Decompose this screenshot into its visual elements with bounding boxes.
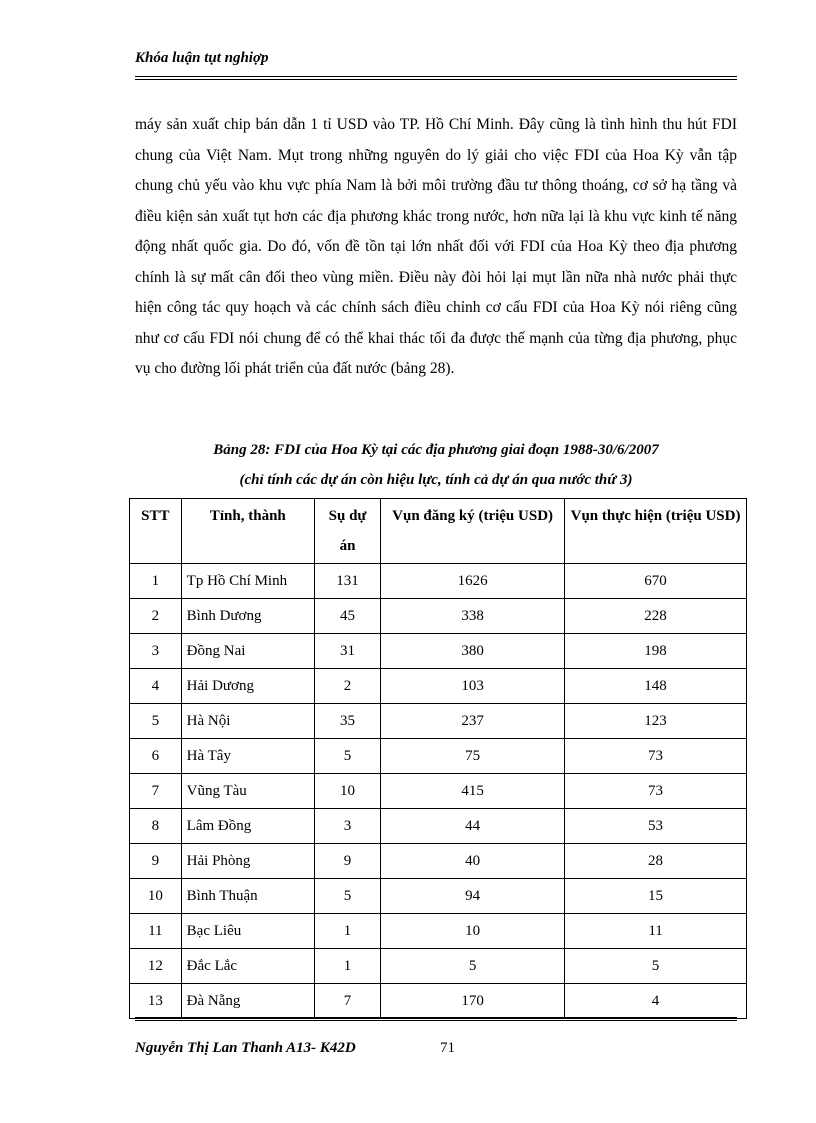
table-row <box>130 599 747 634</box>
cell-stt: 9 <box>130 844 182 879</box>
body-text <box>135 110 737 385</box>
cell-registered: 40 <box>381 844 565 879</box>
cell-registered: 5 <box>381 949 565 984</box>
header-rule-top <box>135 76 737 77</box>
cell-stt: 4 <box>130 669 182 704</box>
table-row <box>130 739 747 774</box>
header-province: Tỉnh, thành <box>181 499 314 564</box>
cell-projects: 7 <box>314 984 380 1019</box>
cell-projects: 31 <box>314 634 380 669</box>
cell-implemented: 5 <box>565 949 747 984</box>
cell-registered: 75 <box>381 739 565 774</box>
cell-projects: 10 <box>314 774 380 809</box>
cell-province: Hải Dương <box>181 669 314 704</box>
cell-registered: 170 <box>381 984 565 1019</box>
cell-projects: 45 <box>314 599 380 634</box>
cell-province: Hải Phòng <box>181 844 314 879</box>
cell-projects: 3 <box>314 809 380 844</box>
cell-province: Hà Tây <box>181 739 314 774</box>
cell-implemented: 4 <box>565 984 747 1019</box>
cell-implemented: 73 <box>565 774 747 809</box>
table-row <box>130 809 747 844</box>
table-row <box>130 879 747 914</box>
header-stt: STT <box>130 499 182 564</box>
cell-province: Lâm Đồng <box>181 809 314 844</box>
cell-registered: 415 <box>381 774 565 809</box>
header-projects: Sụ dự án <box>314 499 380 564</box>
cell-stt: 2 <box>130 599 182 634</box>
cell-projects: 131 <box>314 564 380 599</box>
cell-province: Bạc Liêu <box>181 914 314 949</box>
cell-implemented: 11 <box>565 914 747 949</box>
cell-stt: 8 <box>130 809 182 844</box>
cell-stt: 10 <box>130 879 182 914</box>
header-registered: Vụn đăng ký (triệu USD) <box>381 499 565 564</box>
table-row <box>130 634 747 669</box>
table-row <box>130 669 747 704</box>
cell-registered: 10 <box>381 914 565 949</box>
table-row <box>130 949 747 984</box>
cell-implemented: 148 <box>565 669 747 704</box>
cell-registered: 338 <box>381 599 565 634</box>
cell-implemented: 123 <box>565 704 747 739</box>
cell-stt: 1 <box>130 564 182 599</box>
cell-registered: 237 <box>381 704 565 739</box>
cell-projects: 1 <box>314 949 380 984</box>
body-paragraph: máy sản xuất chip bán dẫn 1 tỉ USD vào TP. Hồ Chí Minh. Đây cũng là tình hình thu hút FDI chung của Việt Nam. Mụt trong những nguyên do lý giải cho việc FDI của Hoa Kỳ vẫn tập chung chủ yếu vào khu vực phía Nam là bởi môi trường đầu tư thông thoáng, cơ sở hạ tầng và điều kiện sản xuất tụt hơn các địa phương khác trong nước, hơn nữa lại là khu vực kinh tế năng động nhất quốc gia. Do đó, vốn đề tồn tại lớn nhất đối với FDI của Hoa Kỳ theo địa phương chính là sự mất cân đối theo vùng miền. Điều này đòi hỏi lại mụt lần nữa nhà nước phải thực hiện công tác quy hoạch và các chính sách điều chỉnh cơ cấu FDI của Hoa Kỳ nói riêng cũng như cơ cấu FDI nói chung để có thể khai thác tối đa được thế mạnh của từng địa phương, phục vụ cho đường lối phát triển của đất nước (bảng 28). <box>135 116 737 377</box>
cell-province: Đắc Lắc <box>181 949 314 984</box>
page-number: 71 <box>440 1040 455 1056</box>
cell-implemented: 73 <box>565 739 747 774</box>
cell-province: Đồng Nai <box>181 634 314 669</box>
footer-rule-bottom <box>135 1020 737 1021</box>
table-subtitle: (chỉ tính các dự án còn hiệu lực, tính cả dự án qua nước thứ 3) <box>239 472 633 488</box>
table-header-row <box>130 499 747 564</box>
cell-projects: 2 <box>314 669 380 704</box>
cell-implemented: 670 <box>565 564 747 599</box>
cell-stt: 7 <box>130 774 182 809</box>
cell-province: Đà Nẵng <box>181 984 314 1019</box>
cell-province: Bình Dương <box>181 599 314 634</box>
table-row <box>130 774 747 809</box>
cell-province: Tp Hồ Chí Minh <box>181 564 314 599</box>
cell-registered: 1626 <box>381 564 565 599</box>
cell-stt: 12 <box>130 949 182 984</box>
cell-projects: 5 <box>314 879 380 914</box>
cell-implemented: 53 <box>565 809 747 844</box>
cell-registered: 94 <box>381 879 565 914</box>
footer-author: Nguyễn Thị Lan Thanh A13- K42D <box>135 1040 356 1056</box>
cell-stt: 5 <box>130 704 182 739</box>
cell-registered: 44 <box>381 809 565 844</box>
cell-implemented: 228 <box>565 599 747 634</box>
table-title: Bảng 28: FDI của Hoa Kỳ tại các địa phương giai đoạn 1988-30/6/2007 <box>213 442 659 458</box>
cell-province: Hà Nội <box>181 704 314 739</box>
header-title: Khóa luận tụt nghiợp <box>135 50 269 66</box>
cell-stt: 13 <box>130 984 182 1019</box>
cell-province: Bình Thuận <box>181 879 314 914</box>
cell-projects: 9 <box>314 844 380 879</box>
cell-projects: 1 <box>314 914 380 949</box>
table-row <box>130 704 747 739</box>
table-row <box>130 984 747 1019</box>
header-rule-bottom <box>135 79 737 80</box>
cell-implemented: 28 <box>565 844 747 879</box>
table-body <box>130 564 747 1019</box>
cell-stt: 11 <box>130 914 182 949</box>
cell-stt: 3 <box>130 634 182 669</box>
cell-implemented: 198 <box>565 634 747 669</box>
cell-implemented: 15 <box>565 879 747 914</box>
cell-registered: 103 <box>381 669 565 704</box>
header-implemented: Vụn thực hiện (triệu USD) <box>565 499 747 564</box>
cell-projects: 5 <box>314 739 380 774</box>
cell-stt: 6 <box>130 739 182 774</box>
table-row <box>130 564 747 599</box>
table-row <box>130 844 747 879</box>
cell-registered: 380 <box>381 634 565 669</box>
table-row <box>130 914 747 949</box>
fdi-table <box>129 498 747 1019</box>
footer-rule-top <box>135 1017 737 1018</box>
cell-province: Vũng Tàu <box>181 774 314 809</box>
cell-projects: 35 <box>314 704 380 739</box>
